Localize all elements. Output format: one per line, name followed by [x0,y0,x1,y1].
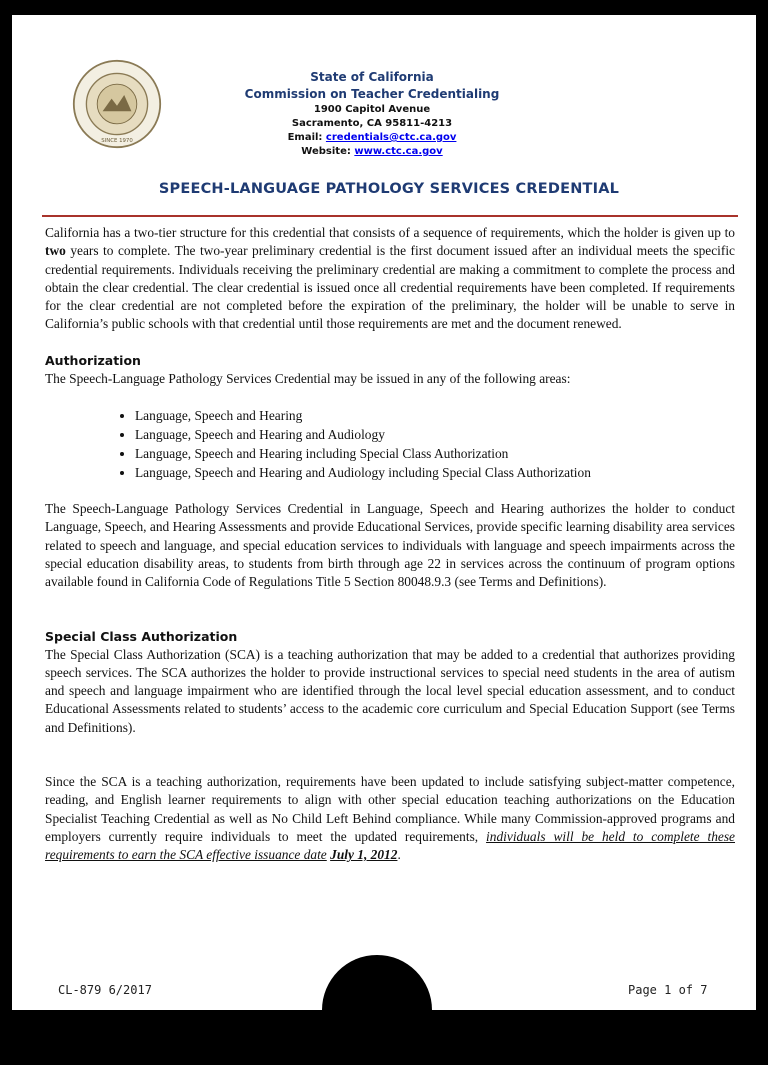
list-item: • Language, Speech and Hearing and Audiology including Special Class Authorization [135,463,735,482]
org-commission: Commission on Teacher Credentialing [244,87,500,101]
intro-paragraph [45,224,735,334]
website-label: Website: [301,146,355,157]
authorization-body: The Speech-Language Pathology Services Credential in Language, Speech and Hearing authorizes the holder to conduct Language, Speech, and Hearing Assessments and provide Educational Services, provide specific learning disability area services related to speech and language, and special education services to individuals with language and speech impairments across the special education disability areas, to students from birth through age 22 in services across the continuum of program options available found in California Code of Regulations Title 5 Section 80048.9.3 (see Terms and Definitions). [45,501,735,590]
document-page [12,15,756,1010]
sca-req-text: Since the SCA is a teaching authorization, requirements have been updated to include satisfying subject-matter competence, reading, and English learner requirements to align with other special education teaching authorizations on the Education Specialist Teaching Credential as well as No Child Left Behind compliance. While many Commission-approved programs and employers currently require individuals to meet the updated requirements, [45,774,735,844]
intro-text-2: years to complete. The two-year preliminary credential is the first document issued after an individual meets the specific credential requirements. Individuals receiving the preliminary credential are making a commitment to complete the process and obtain the clear credential. The clear credential is issued once all credential requirements have been completed. If requirements for the clear credential are not completed before the expiration of the preliminary, the holder will be unable to serve in California’s public schools with that credential until those requirements are met and the document renewed. [45,243,735,332]
sca-heading: Special Class Authorization [45,628,238,644]
title-divider [42,215,738,217]
authorization-lead: The Speech-Language Pathology Services Credential may be issued in any of the following areas: [45,370,571,386]
sca-body: The Special Class Authorization (SCA) is a teaching authorization that may be added to a credential that authorizes providing speech services. The SCA authorizes the holder to provide instructional services to special need students in the area of autism and speech and language impairment who are identified through the local level special education assessment, and to conduct Educational Assessments related to students’ access to the academic core curriculum and Special Education Support (see Terms and Definitions). [45,646,735,735]
sca-effective-date: July 1, 2012 [330,847,398,863]
list-item: • Language, Speech and Hearing including Special Class Authorization [135,444,735,463]
org-state: State of California [310,70,434,84]
sca-requirements-paragraph [45,773,735,864]
svg-text:SINCE 1970: SINCE 1970 [101,137,133,144]
email-link[interactable]: credentials@ctc.ca.gov [325,132,457,143]
address-line1: 1900 Capitol Avenue [313,104,431,115]
sca-req-end: . [397,847,401,863]
page-tab-overlay [322,955,432,1065]
page-number: Page 1 of 7 [628,983,708,997]
document-title: SPEECH-LANGUAGE PATHOLOGY SERVICES CREDENTIAL [158,181,620,197]
address-line2: Sacramento, CA 95811-4213 [291,118,453,129]
list-item: • Language, Speech and Hearing and Audiology [135,425,735,444]
list-item: • Language, Speech and Hearing [135,406,735,425]
sca-req-italic: individuals will be held to complete these requirements to earn the SCA effective issuance date [45,828,735,863]
intro-text-1: California has a two-tier structure for this credential that consists of a sequence of requirements, which the holder is given up to [45,225,735,240]
authorization-list [45,406,735,482]
email-line [172,131,572,145]
commission-seal-logo [72,59,162,149]
form-code: CL-879 6/2017 [58,983,152,997]
intro-bold: two [45,243,66,259]
authorization-heading: Authorization [45,352,141,368]
document-body [45,224,735,865]
website-link[interactable]: www.ctc.ca.gov [354,146,443,157]
letterhead [172,69,572,159]
website-line [172,145,572,159]
email-label: Email: [287,132,326,143]
